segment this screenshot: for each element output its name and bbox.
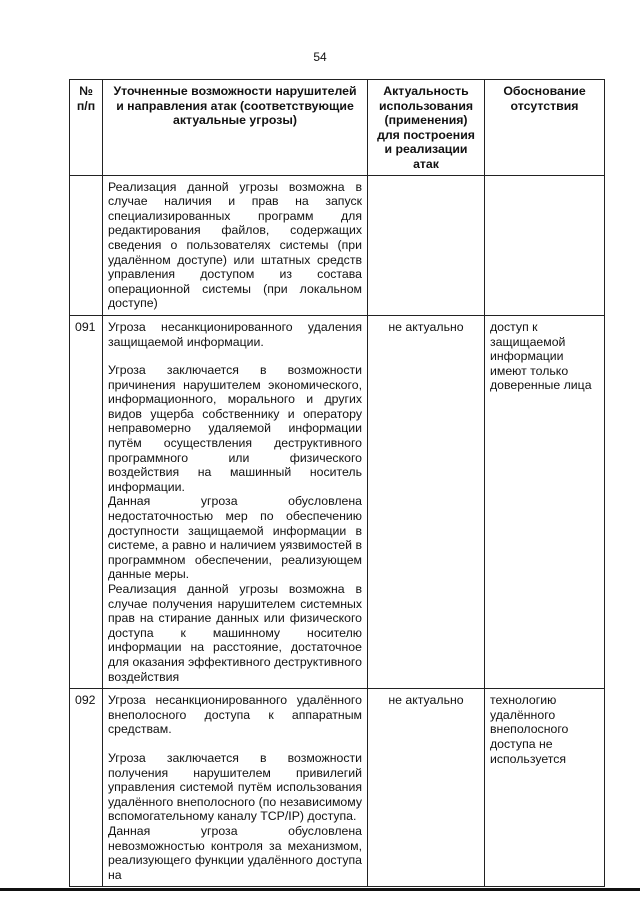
description-paragraph: Реализация данной угрозы возможна в случае наличия и прав на запуск специализированных программ для редактирования файлов, содержащих сведения о пользователях системы (при удалённом доступе) или штатных средств управления доступом из состава операционной системы (при локальном доступе) [108, 179, 362, 311]
relevance-cell: не актуально [368, 689, 485, 887]
description-paragraph: Данная угроза обусловлена недостаточностью мер по обеспечению доступности защищаемой информации в системе, а равно и наличием уязвимостей в программном обеспечении, реализующем данные меры. [108, 494, 362, 582]
row-number [70, 175, 103, 315]
table-row [70, 689, 605, 887]
header-relevance: Актуальность использования (применения) для построения и реализации атак [368, 80, 485, 176]
relevance-cell [368, 175, 485, 315]
row-number: 092 [70, 689, 103, 887]
table-row [70, 315, 605, 688]
threat-description [103, 175, 368, 315]
threat-title: Угроза несанкционированного удаления защищаемой информации. [108, 319, 362, 349]
header-num: № п/п [70, 80, 103, 176]
table-header-row [70, 80, 605, 176]
page-number: 54 [313, 50, 327, 64]
header-justification: Обоснование отсутствия [485, 80, 605, 176]
relevance-cell: не актуально [368, 315, 485, 688]
scan-bottom-border [0, 888, 640, 891]
description-paragraph: Данная угроза обусловлена невозможностью контроля за механизмом, реализующего функции удалённого доступа на [108, 823, 362, 882]
description-paragraph: Угроза заключается в возможности получения нарушителем привилегий управления системой путём использования удалённого внеполосного (по независимому вспомогательному каналу TCP/IP) доступа. [108, 750, 362, 824]
description-paragraph: Реализация данной угрозы возможна в случае получения нарушителем системных прав на стирание данных или физического доступа к машинному носителю информации на расстояние, достаточное для оказания эффективного деструктивного воздействия [108, 582, 362, 684]
threat-description [103, 315, 368, 688]
justification-cell [485, 175, 605, 315]
header-capabilities: Уточненные возможности нарушителей и направления атак (соответствующие актуальные угрозы) [103, 80, 368, 176]
threats-table [69, 79, 605, 887]
justification-cell: технологию удалённого внеполосного доступа не используется [485, 689, 605, 887]
description-paragraph: Угроза заключается в возможности причинения нарушителем экономического, информационного, морального и других видов ущерба собственнику и оператору неправомерно удаляемой информации путём осуществления деструктивного программного или физического воздействия на машинный носитель информации. [108, 363, 362, 494]
threat-description [103, 689, 368, 887]
justification-cell: доступ к защищаемой информации имеют только доверенные лица [485, 315, 605, 688]
table-row [70, 175, 605, 315]
row-number: 091 [70, 315, 103, 688]
threat-title: Угроза несанкционированного удалённого внеполосного доступа к аппаратным средствам. [108, 693, 362, 737]
